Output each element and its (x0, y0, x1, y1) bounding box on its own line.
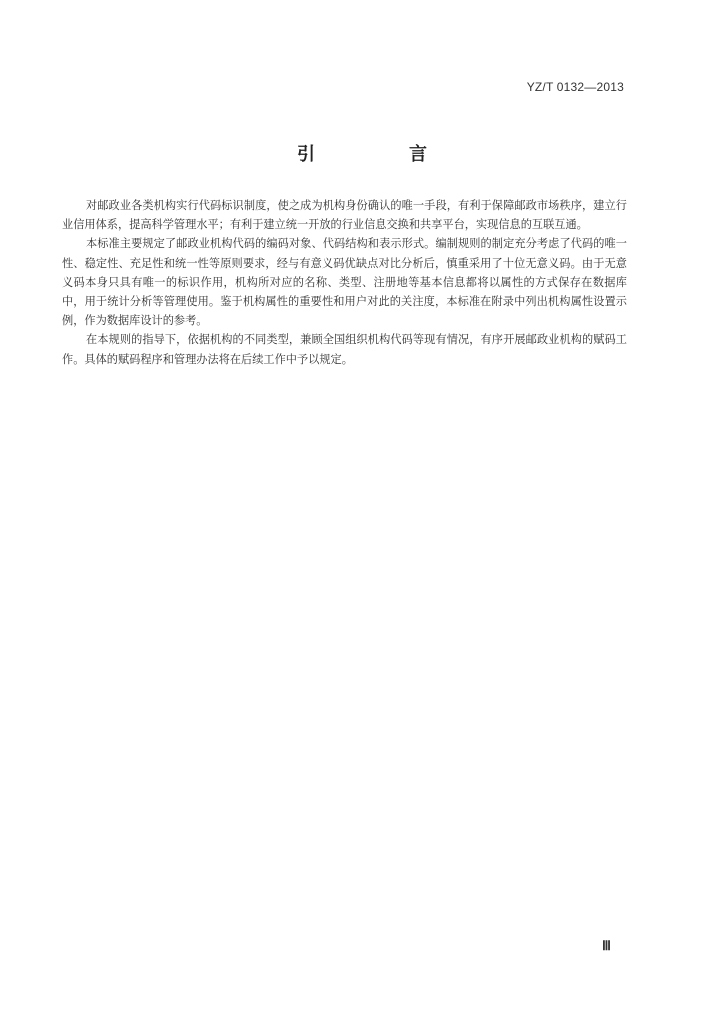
body-text (62, 196, 627, 369)
page-number: Ⅲ (602, 938, 611, 953)
document-code-header: YZ/T 0132—2013 (526, 80, 624, 94)
paragraph-1: 对邮政业各类机构实行代码标识制度，使之成为机构身份确认的唯一手段，有利于保障邮政市场秩序，建立行业信用体系，提高科学管理水平；有利于建立统一开放的行业信息交换和共享平台，实现信息的互联互通。 (62, 199, 627, 232)
page-title: 引 言 (297, 144, 465, 165)
paragraph-2: 本标准主要规定了邮政业机构代码的编码对象、代码结构和表示形式。编制规则的制定充分考虑了代码的唯一性、稳定性、充足性和统一性等原则要求，经与有意义码优缺点对比分析后，慎重采用了十位无意义码。由于无意义码本身只具有唯一的标识作用，机构所对应的名称、类型、注册地等基本信息都将以属性的方式保存在数据库中，用于统计分析等管理使用。鉴于机构属性的重要性和用户对此的关注度，本标准在附录中列出机构属性设置示例，作为数据库设计的参考。 (62, 237, 627, 328)
paragraph-3: 在本规则的指导下，依据机构的不同类型，兼顾全国组织机构代码等现有情况，有序开展邮政业机构的赋码工作。具体的赋码程序和管理办法将在后续工作中予以规定。 (62, 333, 627, 366)
